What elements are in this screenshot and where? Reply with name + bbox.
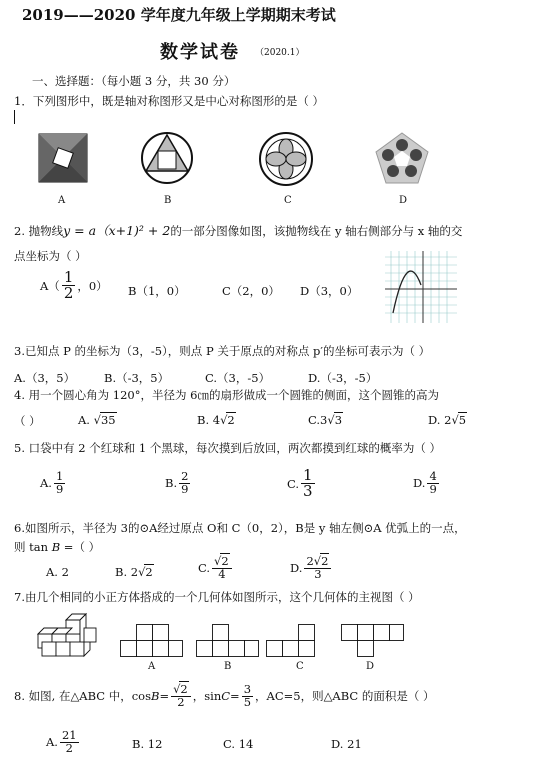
q6-optc-frac [212, 556, 232, 580]
q6-optd-num-pre: 2 [306, 554, 314, 568]
q6-option-b: B. 2√2 [115, 565, 153, 579]
q6-optd-frac [304, 556, 331, 580]
q5-option-a [40, 471, 67, 495]
q8-option-c: C. 14 [223, 737, 254, 751]
q8-frac2-num: 3 [243, 682, 252, 696]
q5-optb-num: 2 [181, 469, 189, 483]
q2-post: 的一部分图像如图，该抛物线在 y 轴右侧部分与 x 轴的交 [170, 224, 463, 238]
q6-optd-label: D. [290, 561, 303, 575]
q5-opta-label: A. [40, 476, 52, 490]
q6-optd-num-rad: 2 [321, 554, 329, 568]
q2-opta-pre: A（ [40, 278, 60, 293]
q8-opta-frac [60, 730, 79, 754]
q5-optc-den: 3 [303, 482, 313, 500]
q8-eq2: = [230, 689, 240, 703]
q8-frac2 [242, 684, 253, 708]
q4-optd-label: D. 2 [428, 413, 452, 427]
section-heading: 一、选择题：（每小题 3 分，共 30 分） [32, 74, 236, 88]
q7-view-d [341, 624, 405, 658]
q5-optb-frac [179, 471, 190, 495]
q6-line2-post: =（ ） [60, 540, 101, 554]
q4-line1: 4. 用一个圆心角为 120°，半径为 6㎝的扇形做成一个圆锥的侧面，这个圆锥的高为 [14, 388, 439, 402]
q2-formula: y = a（x+1)² + 2 [63, 223, 171, 238]
q3-option-c: C.（3，-5） [205, 371, 271, 385]
q5-option-d [413, 471, 441, 495]
q7-cube-figure [32, 610, 102, 660]
q2-opta-frac [62, 270, 76, 301]
q4-optb-label: B. 4 [197, 413, 221, 427]
q8-text [14, 684, 435, 708]
q4-option-c: C.3√3 [308, 413, 343, 427]
q8-opta-den: 2 [65, 740, 73, 755]
q7-label-a: A [148, 661, 156, 672]
q6-line2-pre: 则 tan [14, 540, 49, 554]
q2-opta-post: ，0） [77, 278, 108, 293]
q7-view-c [266, 624, 330, 658]
q5-optb-den: 9 [181, 481, 189, 496]
q1-figure-c [258, 131, 314, 187]
q2-parabola-graph [385, 251, 457, 323]
q2-opta-den: 2 [63, 284, 74, 302]
q2-line2: 点坐标为（ ） [14, 249, 87, 263]
q6-optb-label: B. 2 [115, 565, 139, 579]
q6-line2 [14, 539, 100, 555]
q5-option-b [165, 471, 192, 495]
q5-opta-num: 1 [55, 469, 64, 483]
q6-optc-num: √2 [212, 556, 232, 569]
q8-frac1-num-rad: 2 [180, 682, 188, 696]
q8-option-b: B. 12 [132, 737, 163, 751]
q2-option-c: C（2，0） [222, 284, 280, 298]
q6-optd-num: 2√2 [304, 556, 331, 569]
q3-option-d: D.（-3，-5） [308, 371, 378, 385]
q5-optb-label: B. [165, 476, 178, 490]
q2-option-b: B（1，0） [128, 284, 186, 298]
q7-label-d: D [366, 661, 375, 672]
q2-pre: 2. 抛物线 [14, 224, 64, 238]
q5-optc-label: C. [287, 476, 300, 491]
q7-view-b [196, 624, 260, 658]
q5-optd-frac [427, 471, 438, 495]
q6-line1: 6.如图所示，半径为 3的⊙A经过原点 O和 C（0，2），B是 y 轴左侧⊙A 优弧上的一点， [14, 521, 466, 535]
q4-optb-rad: 2 [227, 413, 235, 427]
q1-label-a: A [58, 195, 66, 206]
q4-opta-label: A. [78, 413, 90, 427]
q8-frac2-den: 5 [243, 694, 252, 709]
q2-line1 [14, 221, 462, 239]
q5-opta-den: 9 [55, 481, 64, 496]
q5-optd-num: 4 [429, 469, 437, 483]
q1-label-b: B [164, 195, 172, 206]
q8-frac1-den: 2 [177, 694, 185, 709]
q7-view-a [120, 624, 184, 658]
q1-figure-a [38, 133, 88, 183]
q5-opta-frac [54, 471, 65, 495]
text-cursor [14, 110, 15, 124]
q6-optd-den: 3 [314, 566, 322, 581]
q5-optc-frac [301, 468, 315, 499]
q6-optc-label: C. [198, 561, 211, 575]
q7-label-b: B [224, 661, 232, 672]
q8-var2: C [221, 689, 231, 703]
q5-option-c [287, 468, 317, 499]
q4-option-a: A. √35 [78, 413, 116, 427]
q4-option-b: B. 4√2 [197, 413, 235, 427]
paper-subtitle: 数学试卷 [160, 42, 240, 63]
q8-opta-label: A. [46, 735, 58, 749]
q6-optc-num-rad: 2 [221, 554, 229, 568]
exam-date: （2020.1） [255, 48, 305, 58]
q8-post: ，AC=5，则△ABC 的面积是（ ） [255, 689, 435, 703]
q6-optb-rad: 2 [145, 565, 153, 579]
q3-text: 3.已知点 P 的坐标为（3，-5），则点 P 关于原点的对称点 p′的坐标可表示为（ ） [14, 344, 431, 358]
q4-option-d: D. 2√5 [428, 413, 467, 427]
exam-title: 2019——2020 学年度九年级上学期期末考试 [22, 6, 336, 24]
q8-frac1-num: √2 [171, 684, 191, 697]
q8-var1: B [150, 689, 160, 703]
q1-label-d: D [399, 195, 408, 206]
q8-eq1: = [159, 689, 170, 703]
q8-mid: ，sin [192, 689, 222, 703]
q8-pre: 8. 如图, 在△ABC 中，cos [14, 689, 151, 703]
q1-label-c: C [284, 195, 292, 206]
q7-label-c: C [296, 661, 304, 672]
q2-option-d: D（3，0） [300, 284, 359, 298]
q6-option-d [290, 556, 333, 580]
q8-option-d: D. 21 [331, 737, 362, 751]
q1-text: 1．下列图形中，既是轴对称图形又是中心对称图形的是（ ） [14, 94, 324, 108]
q4-paren: （ ） [14, 414, 41, 428]
q5-optd-den: 9 [429, 481, 437, 496]
q4-optc-label: C.3 [308, 413, 328, 427]
q1-figure-b [140, 131, 194, 185]
q4-optc-rad: 3 [334, 413, 343, 427]
q4-optd-rad: 5 [458, 413, 467, 427]
q2-opta-num: 1 [63, 268, 74, 286]
q8-frac1 [171, 684, 191, 708]
q6-option-a: A. 2 [46, 565, 69, 579]
q6-line2-var: B [51, 540, 61, 554]
q1-figure-d [374, 131, 430, 185]
q4-opta-rad: 35 [100, 413, 116, 427]
q3-option-b: B.（-3，5） [104, 371, 170, 385]
q6-optc-den: 4 [218, 566, 226, 581]
q5-text: 5. 口袋中有 2 个红球和 1 个黑球，每次摸到后放回，两次都摸到红球的概率为（ ） [14, 441, 442, 455]
q8-opta-num: 21 [61, 728, 77, 742]
q7-text: 7.由几个相同的小正方体搭成的一个几何体如图所示，这个几何体的主视图（ ） [14, 590, 420, 604]
q3-option-a: A.（3，5） [14, 371, 76, 385]
q5-optd-label: D. [413, 476, 426, 490]
q5-optc-num: 1 [303, 466, 313, 484]
q6-option-c [198, 556, 234, 580]
q2-option-a [40, 270, 108, 301]
q8-option-a [46, 730, 81, 754]
